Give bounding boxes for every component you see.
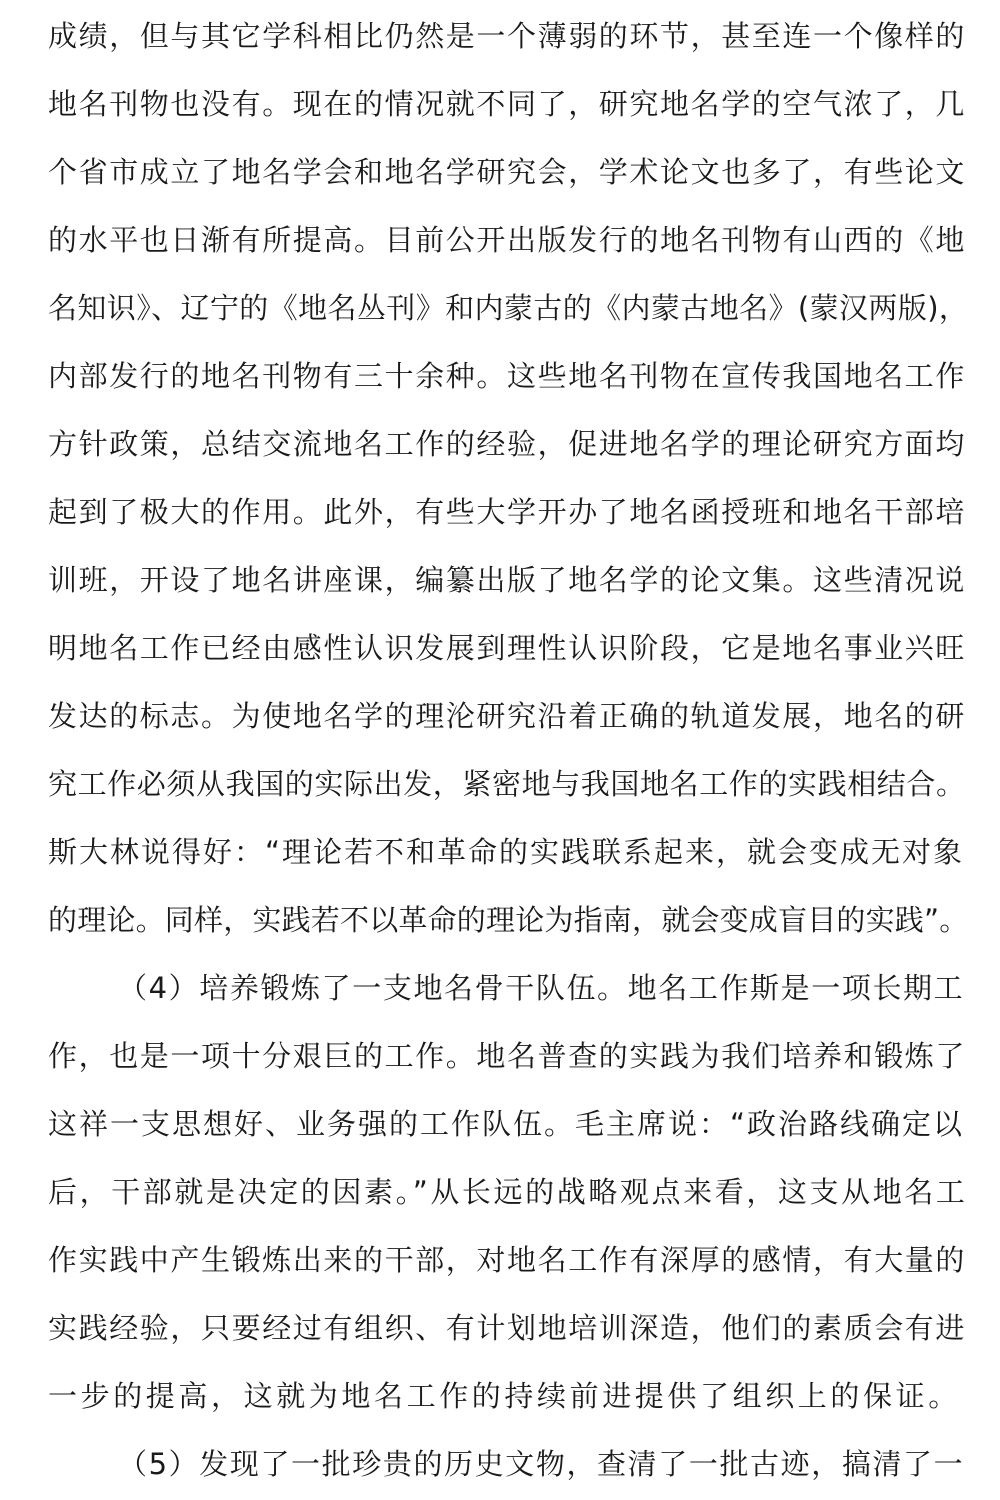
text-line: 究工作必须从我国的实际出发，紧密地与我国地名工作的实践相结合。: [48, 767, 966, 801]
text-line: 的理论。同样，实践若不以革命的理论为指南，就会变成盲目的实践”。: [48, 903, 968, 937]
text-line: 作，也是一项十分艰巨的工作。地名普查的实践为我们培养和锻炼了: [48, 1039, 967, 1073]
text-line: 名知识》、辽宁的《地名丛刊》和内蒙古的《内蒙古地名》(蒙汉两版)，: [48, 291, 968, 325]
text-line: 方针政策，总结交流地名工作的经验，促进地名学的理论研究方面均: [48, 427, 967, 461]
text-line: 一步的提高，这就为地名工作的持续前进提供了组织上的保证。: [48, 1379, 961, 1413]
text-line: 训班，开设了地名讲座课，编纂出版了地名学的论文集。这些清况说: [48, 563, 967, 597]
text-line: 的水平也日渐有所提高。目前公开出版发行的地名刊物有山西的《地: [48, 223, 967, 257]
text-line: 后，干部就是决定的因素。”从长远的战略观点来看，这支从地名工: [48, 1175, 968, 1209]
text-line: 起到了极大的作用。此外，有些大学开办了地名函授班和地名干部培: [48, 495, 967, 529]
text-line: 发达的标志。为使地名学的理沦研究沿着正确的轨道发展，地名的研: [48, 699, 967, 733]
paragraph-start-line: （4）培养锻炼了一支地名骨干队伍。地名工作斯是一项长期工: [118, 971, 965, 1005]
text-line: 作实践中产生锻炼出来的干部，对地名工作有深厚的感情，有大量的: [48, 1243, 967, 1277]
text-line: 个省市成立了地名学会和地名学研究会，学术论文也多了，有些论文: [48, 155, 967, 189]
text-line: 成绩，但与其它学科相比仍然是一个薄弱的环节，甚至连一个像样的: [48, 19, 967, 53]
text-line: 地名刊物也没有。现在的情况就不同了，研究地名学的空气浓了，几: [48, 87, 967, 121]
text-line: 实践经验，只要经过有组织、有计划地培训深造，他们的素质会有进: [48, 1311, 967, 1345]
paragraph-start-line: （5）发现了一批珍贵的历史文物，查清了一批古迹，搞清了一: [118, 1447, 965, 1481]
text-line: 明地名工作已经由感性认识发展到理性认识阶段，它是地名事业兴旺: [48, 631, 967, 665]
text-line: 内部发行的地名刊物有三十余种。这些地名刊物在宣传我国地名工作: [48, 359, 967, 393]
text-line: 斯大林说得好：“理论若不和革命的实践联系起来，就会变成无对象: [48, 835, 965, 869]
text-line: 这祥一支思想好、业务强的工作队伍。毛主席说：“政治路线确定以: [48, 1107, 965, 1141]
